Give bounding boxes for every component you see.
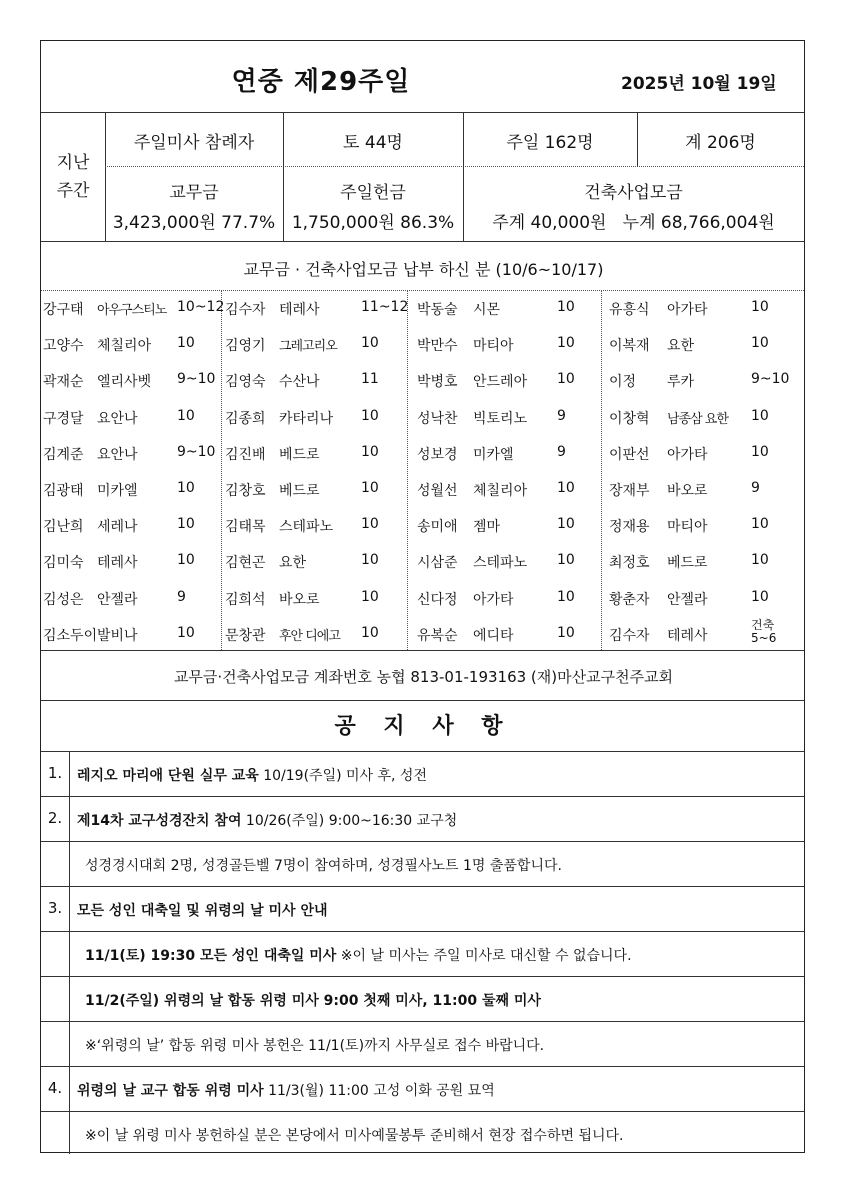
donor-name: 정재용 [609, 519, 650, 536]
donor-entry [225, 480, 401, 510]
donor-patron: 수산나 [279, 374, 320, 391]
donor-months: 10 [751, 407, 769, 424]
donor-months: 10 [751, 516, 769, 533]
bulletin-date: 2025년 10월 19일 [621, 74, 777, 94]
donor-entry [417, 408, 593, 438]
donor-months: 10 [751, 299, 769, 315]
divider [41, 1111, 804, 1112]
divider [601, 290, 602, 650]
page-title: 연중 제29주일 [231, 67, 411, 97]
divider [41, 796, 804, 797]
donor-months: 10 [557, 516, 575, 533]
donor-entry [43, 299, 225, 329]
notice-bold: 제14차 교구성경잔치 참여 [77, 813, 242, 829]
divider [41, 700, 804, 701]
donor-name: 구경달 [43, 410, 84, 427]
donor-patron: 요안나 [97, 410, 138, 427]
notice-text [77, 765, 427, 785]
donor-entry [417, 371, 593, 401]
attendance-sunday: 주일 162명 [506, 133, 594, 153]
donor-patron: 미카엘 [97, 483, 138, 499]
notice-text [85, 1035, 544, 1055]
donor-name: 김성은 [43, 591, 84, 608]
donor-entry [43, 371, 219, 401]
attendance-total: 계 206명 [685, 133, 756, 153]
donor-entry [609, 299, 785, 329]
donor-entry [43, 589, 219, 619]
divider [41, 931, 804, 932]
notice-bold: 레지오 마리애 단원 실무 교육 [77, 768, 259, 784]
donor-name: 송미애 [417, 519, 458, 536]
donor-name: 김난희 [43, 519, 84, 536]
donor-entry [609, 480, 785, 510]
donor-patron: 바오로 [279, 591, 320, 608]
donor-entry [417, 335, 593, 365]
donor-months: 10 [361, 443, 379, 460]
notice-text [85, 1125, 623, 1145]
notice-text [77, 1080, 495, 1100]
donor-name: 김창호 [225, 483, 266, 499]
donor-months: 11~12 [361, 299, 409, 315]
donor-patron: 스테파노 [473, 555, 528, 572]
donor-months: 10 [557, 552, 575, 569]
notice-bold: 11/1(토) 19:30 모든 성인 대축일 미사 [85, 948, 337, 964]
donor-entry [43, 335, 219, 365]
donor-months: 10 [751, 552, 769, 569]
notice-number: 4. [47, 1079, 63, 1097]
donor-months: 9 [177, 588, 186, 605]
donor-entry [225, 516, 401, 546]
donor-name: 김현곤 [225, 555, 266, 572]
donor-entry [225, 408, 401, 438]
divider [41, 241, 804, 242]
donor-patron: 마티아 [667, 519, 708, 536]
donor-name: 시삼준 [417, 555, 458, 572]
donor-months: 10 [361, 407, 379, 424]
donor-patron: 안젤라 [97, 591, 138, 608]
donor-name: 김미숙 [43, 555, 84, 572]
donor-name: 김광태 [43, 483, 84, 499]
donor-months: 10 [361, 552, 379, 569]
notices-title: 공 지 사 항 [334, 714, 513, 739]
donor-patron: 아가타 [667, 446, 708, 463]
donor-patron: 에디타 [473, 627, 514, 644]
donor-name: 김수자 [609, 627, 650, 644]
donor-entry [609, 516, 785, 546]
donor-entry [225, 371, 401, 401]
notice-bold: 위령의 날 교구 합동 위령 미사 [77, 1083, 264, 1099]
donor-months: 10 [751, 588, 769, 605]
building-fund-label: 건축사업모금 [584, 183, 683, 203]
donor-patron: 베드로 [279, 446, 320, 463]
donor-months: 10 [557, 335, 575, 352]
donor-entry [609, 335, 785, 365]
notice-detail: 성경경시대회 2명, 성경골든벨 7명이 참여하며, 성경필사노트 1명 출품합니다. [85, 858, 562, 874]
building-fund-weekly: 주계 40,000원 [492, 213, 607, 233]
divider [41, 1066, 804, 1067]
donor-patron: 젬마 [473, 519, 501, 536]
donor-patron: 아가타 [473, 591, 514, 608]
donor-entry [43, 480, 219, 510]
donor-name: 황춘자 [609, 591, 650, 608]
donor-name: 성낙찬 [417, 410, 458, 427]
account-info: 교무금·건축사업모금 계좌번호 농협 813-01-193163 (재)마산교구천주교회 [173, 668, 674, 686]
donor-months: 9 [751, 480, 760, 496]
notice-text [77, 900, 328, 920]
donor-patron: 남종삼 요한 [667, 411, 728, 427]
donor-entry [43, 516, 219, 546]
donor-name: 곽재순 [43, 374, 84, 391]
donor-months: 10 [361, 588, 379, 605]
donor-months: 9 [557, 443, 566, 460]
notice-detail: ※이 날 위령 미사 봉헌하실 분은 본당에서 미사예물봉투 준비해서 현장 접수하면 됩니다. [85, 1128, 624, 1144]
last-week-label-line1: 지난 [56, 153, 90, 173]
donor-patron: 요안나 [97, 446, 138, 463]
donor-patron: 테레사 [279, 302, 320, 318]
donor-name: 신다정 [417, 591, 458, 608]
donor-patron: 후안 디에고 [279, 628, 340, 644]
donor-name: 박병호 [417, 374, 458, 391]
donor-name: 유흥식 [609, 302, 650, 318]
notice-bold: 모든 성인 대축일 및 위령의 날 미사 안내 [77, 903, 328, 919]
donor-months: 10 [177, 624, 195, 641]
donor-patron: 아가타 [667, 302, 708, 318]
donor-patron: 시몬 [473, 302, 501, 318]
donor-name: 박만수 [417, 338, 458, 355]
donor-entry [225, 589, 401, 619]
donor-months: 10 [751, 335, 769, 352]
donor-patron: 미카엘 [473, 446, 514, 463]
donor-months: 10 [557, 588, 575, 605]
notice-detail: 11/3(월) 11:00 고성 이화 공원 묘역 [263, 1083, 495, 1099]
notice-text [85, 945, 632, 965]
donor-name: 장재부 [609, 483, 650, 499]
donor-patron: 그레고리오 [279, 339, 337, 355]
donor-patron: 루카 [667, 374, 695, 391]
notice-detail: 10/19(주일) 미사 후, 성전 [258, 768, 427, 784]
diocese-fee-value: 3,423,000원 77.7% [112, 213, 276, 233]
donor-name: 김계준 [43, 446, 84, 463]
donor-patron: 아우구스티노 [97, 303, 167, 318]
donor-months: 10 [557, 480, 575, 496]
building-fund-values [463, 208, 804, 233]
donor-entry [417, 480, 593, 510]
divider [41, 112, 804, 113]
donor-months: 10 [361, 335, 379, 352]
divider [105, 166, 804, 167]
donor-months: 10 [557, 371, 575, 388]
donor-patron: 테레사 [667, 627, 708, 644]
donor-months: 10 [177, 516, 195, 533]
donor-entry [417, 299, 593, 329]
donor-name: 김영기 [225, 338, 266, 355]
donors-title: 교무금 · 건축사업모금 납부 하신 분 (10/6~10/17) [243, 260, 604, 279]
donor-patron: 스테파노 [279, 519, 334, 536]
notice-text [77, 810, 457, 830]
donor-name: 문창관 [225, 627, 266, 644]
donor-entry [43, 408, 219, 438]
donor-patron: 발비나 [97, 627, 138, 644]
divider [41, 290, 804, 291]
donor-months: 10 [361, 516, 379, 533]
donor-name: 이정 [609, 374, 637, 391]
notice-bold: 11/2(주일) 위령의 날 합동 위령 미사 9:00 첫째 미사, 11:00 둘째 미사 [85, 993, 541, 1009]
donor-patron: 베드로 [279, 483, 320, 499]
notice-detail: ※이 날 미사는 주일 미사로 대신할 수 없습니다. [336, 948, 632, 964]
donor-name: 고양수 [43, 338, 84, 355]
donor-entry [225, 552, 401, 582]
donor-name: 강구태 [43, 302, 84, 318]
divider [41, 650, 804, 651]
donor-months: 11 [361, 371, 379, 388]
divider [41, 976, 804, 977]
donor-patron: 베드로 [667, 555, 708, 572]
divider [41, 841, 804, 842]
donor-entry [609, 589, 785, 619]
donor-name: 이판선 [609, 446, 650, 463]
notice-number: 3. [47, 899, 63, 917]
donor-entry [225, 335, 401, 365]
donor-months: 10 [361, 480, 379, 496]
donor-months: 10 [177, 407, 195, 424]
bulletin-frame [40, 40, 805, 1153]
notice-text [85, 855, 562, 875]
divider [41, 886, 804, 887]
donor-months: 10 [751, 443, 769, 460]
donor-months: 10 [557, 299, 575, 315]
donor-months: 10~12 [177, 299, 225, 315]
attendance-label: 주일미사 참례자 [133, 133, 255, 153]
donor-months: 10 [177, 335, 195, 352]
donor-patron: 테레사 [97, 555, 138, 572]
donor-entry [609, 371, 790, 401]
donor-entry [225, 299, 409, 329]
donor-patron: 바오로 [667, 483, 708, 499]
donor-months: 9~10 [177, 371, 216, 388]
donor-entry [609, 408, 785, 438]
donor-entry [609, 444, 785, 474]
notice-detail: 10/26(주일) 9:00~16:30 교구청 [241, 813, 458, 829]
donor-name: 이복재 [609, 338, 650, 355]
donor-entry [43, 552, 219, 582]
donor-name: 김영숙 [225, 374, 266, 391]
donor-patron: 엘리사벳 [97, 374, 152, 391]
donor-patron: 카타리나 [279, 410, 334, 427]
donor-entry [417, 552, 593, 582]
donor-name: 성월선 [417, 483, 458, 499]
notice-number: 1. [47, 764, 63, 782]
donor-patron: 안드레아 [473, 374, 528, 391]
donor-patron: 세레나 [97, 519, 138, 536]
sunday-offering-value: 1,750,000원 86.3% [291, 213, 455, 233]
donor-name: 김희석 [225, 591, 266, 608]
donor-name: 김수자 [225, 302, 266, 318]
donor-entry [609, 552, 785, 582]
attendance-saturday: 토 44명 [343, 133, 403, 153]
donor-name: 김종희 [225, 410, 266, 427]
donor-name: 유복순 [417, 627, 458, 644]
donor-entry [417, 516, 593, 546]
donor-name: 김소두이 [43, 627, 98, 644]
donor-patron: 마티아 [473, 338, 514, 355]
donor-months: 9 [557, 407, 566, 424]
donor-name: 최정호 [609, 555, 650, 572]
donor-entry [417, 444, 593, 474]
donor-patron: 체칠리아 [97, 338, 152, 355]
donor-months: 건축 5~6 [751, 617, 777, 645]
divider [41, 1021, 804, 1022]
donor-name: 이창혁 [609, 410, 650, 427]
donor-months: 10 [177, 480, 195, 496]
donor-patron: 체칠리아 [473, 483, 528, 499]
donor-months: 10 [557, 624, 575, 641]
donor-name: 김태목 [225, 519, 266, 536]
donor-name: 김진배 [225, 446, 266, 463]
building-fund-cumulative: 누계 68,766,004원 [622, 213, 775, 233]
last-week-label-line2: 주간 [56, 181, 90, 201]
donor-months: 10 [361, 624, 379, 641]
donor-months: 9~10 [751, 371, 790, 388]
diocese-fee-label: 교무금 [169, 183, 219, 203]
notice-detail: ※‘위령의 날’ 합동 위령 미사 봉헌은 11/1(토)까지 사무실로 접수 바랍니다. [85, 1038, 545, 1054]
donor-patron: 빅토리노 [473, 410, 528, 427]
donor-patron: 요한 [279, 555, 307, 572]
donor-patron: 안젤라 [667, 591, 708, 608]
divider [221, 290, 222, 650]
divider [407, 290, 408, 650]
donor-entry [417, 589, 593, 619]
last-week-label [41, 149, 105, 205]
donor-entry [43, 444, 219, 474]
donor-entry [225, 444, 401, 474]
donor-months: 10 [177, 552, 195, 569]
sunday-offering-label: 주일헌금 [340, 183, 406, 203]
divider [69, 751, 70, 1154]
donor-name: 박동술 [417, 302, 458, 318]
donor-months: 9~10 [177, 443, 216, 460]
donor-patron: 요한 [667, 338, 695, 355]
notice-text [85, 990, 541, 1010]
donor-name: 성보경 [417, 446, 458, 463]
divider [41, 751, 804, 752]
notice-number: 2. [47, 809, 63, 827]
